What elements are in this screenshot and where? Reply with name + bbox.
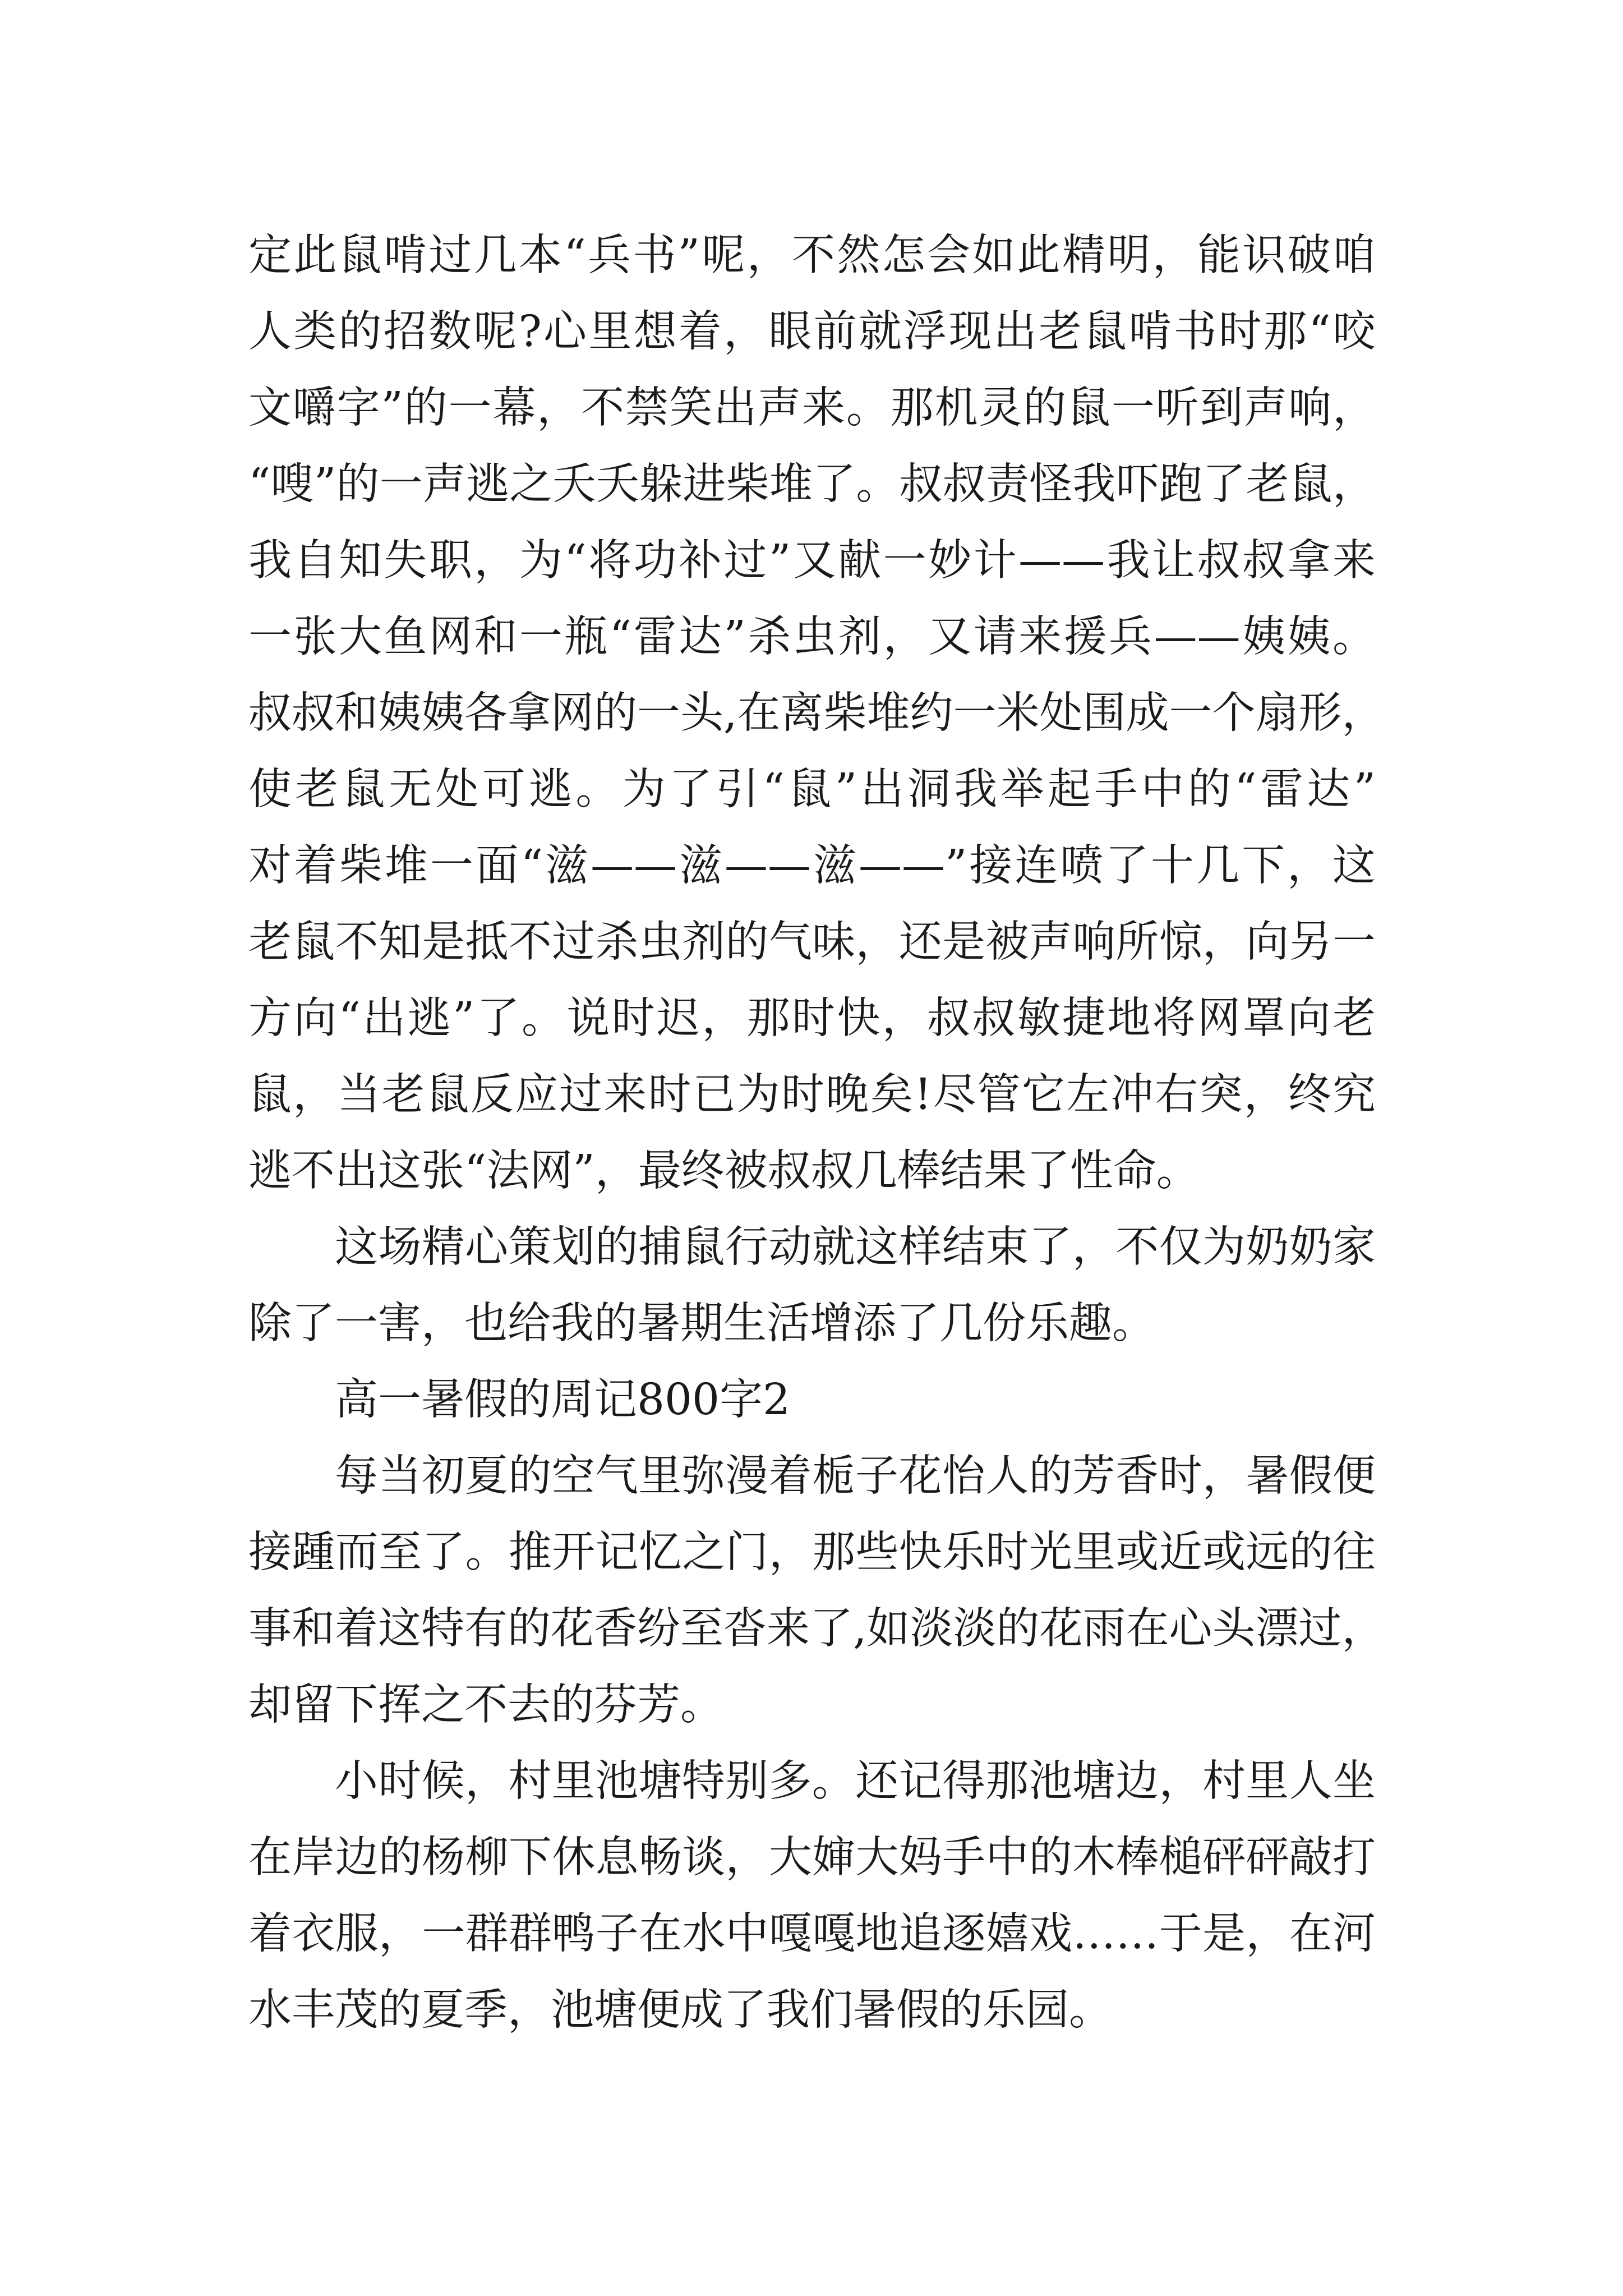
text-line: 小时候，村里池塘特别多。还记得那池塘边，村里人坐 (335, 1756, 1376, 1806)
text-line: 逃不出这张“法网”，最终被叔叔几棒结果了性命。 (248, 1146, 1200, 1196)
text-line: 事和着这特有的花香纷至沓来了,如淡淡的花雨在心头漂过， (248, 1604, 1385, 1654)
text-line: 对着柴堆一面“滋——滋——滋——”接连喷了十几下，这 (248, 841, 1376, 891)
text-line: 着衣服，一群群鸭子在水中嘎嘎地追逐嬉戏……于是，在河 (248, 1909, 1376, 1959)
text-line: 除了一害，也给我的暑期生活增添了几份乐趣。 (248, 1299, 1155, 1349)
document-body (248, 218, 1385, 2049)
text-line: 文嚼字”的一幕，不禁笑出声来。那机灵的鼠一听到声响， (248, 383, 1376, 433)
text-line: 水丰茂的夏季，池塘便成了我们暑假的乐园。 (248, 1985, 1112, 2035)
text-line: 我自知失职，为“将功补过”又献一妙计——我让叔叔拿来 (248, 536, 1376, 586)
section-heading: 高一暑假的周记800字2 (335, 1375, 790, 1425)
text-line: 定此鼠啃过几本“兵书”呢，不然怎会如此精明，能识破咱 (248, 231, 1376, 280)
text-line: 一张大鱼网和一瓶“雷达”杀虫剂，又请来援兵——姨姨。 (248, 612, 1376, 662)
text-line: 使老鼠无处可逃。为了引“鼠”出洞我举起手中的“雷达” (248, 765, 1376, 815)
text-line: “嗖”的一声逃之夭夭躲进柴堆了。叔叔责怪我吓跑了老鼠， (248, 459, 1376, 509)
text-line: 这场精心策划的捕鼠行动就这样结束了，不仅为奶奶家 (335, 1222, 1376, 1272)
text-line: 接踵而至了。推开记忆之门，那些快乐时光里或近或远的往 (248, 1527, 1376, 1577)
text-line: 在岸边的杨柳下休息畅谈，大婶大妈手中的木棒槌砰砰敲打 (248, 1833, 1376, 1883)
text-line: 方向“出逃”了。说时迟，那时快，叔叔敏捷地将网罩向老 (248, 993, 1376, 1043)
text-line: 人类的招数呢?心里想着，眼前就浮现出老鼠啃书时那“咬 (248, 307, 1376, 357)
text-line: 叔叔和姨姨各拿网的一头,在离柴堆约一米处围成一个扇形， (248, 688, 1385, 738)
text-line: 老鼠不知是抵不过杀虫剂的气味，还是被声响所惊，向另一 (248, 917, 1376, 967)
text-line: 鼠，当老鼠反应过来时已为时晚矣!尽管它左冲右突，终究 (248, 1070, 1376, 1120)
text-line: 却留下挥之不去的芬芳。 (248, 1680, 723, 1730)
text-line: 每当初夏的空气里弥漫着栀子花怡人的芳香时，暑假便 (335, 1451, 1376, 1501)
